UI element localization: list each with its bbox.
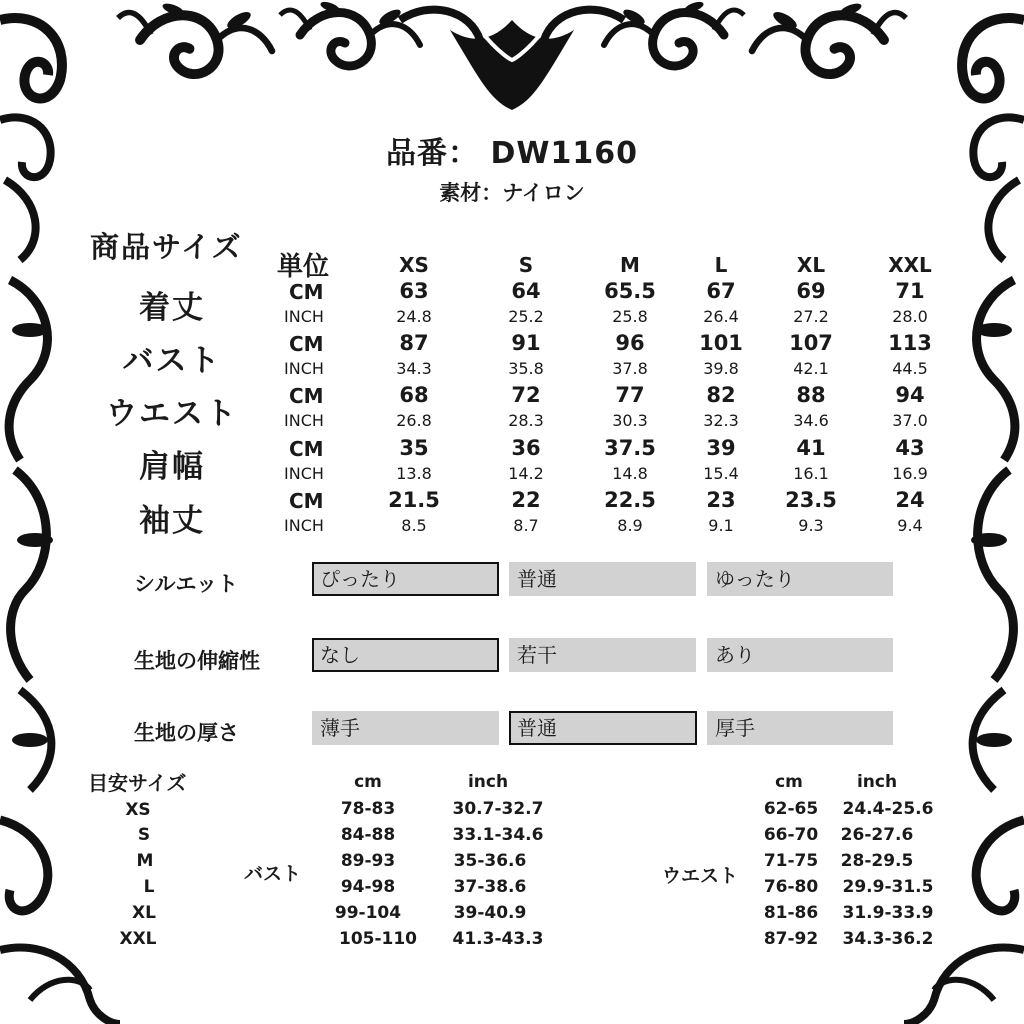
cm-value: 21.5 (388, 488, 440, 512)
unit-inch-label: INCH (284, 359, 324, 378)
cm-value: 64 (511, 279, 541, 303)
size-header: XL (796, 253, 826, 277)
attribute-label: 生地の厚さ (134, 721, 239, 745)
unit-cm-label: CM (289, 280, 324, 304)
inch-value: 37.0 (892, 411, 928, 430)
cm-value: 23 (706, 488, 736, 512)
inch-value: 9.3 (798, 516, 824, 535)
guide-col-inch: inch (856, 772, 898, 792)
guide-value: 84-88 (340, 825, 396, 845)
guide-size: XXL (119, 929, 157, 949)
cm-value: 72 (511, 383, 541, 407)
cm-value: 113 (888, 331, 932, 355)
cm-value: 69 (796, 279, 826, 303)
guide-value: 71-75 (763, 851, 819, 871)
inch-value: 24.8 (396, 307, 432, 326)
inch-value: 25.2 (508, 307, 544, 326)
guide-col-cm: cm (354, 772, 382, 792)
guide-value: 28-29.5 (840, 851, 914, 871)
guide-col-cm: cm (775, 772, 803, 792)
inch-value: 8.7 (513, 516, 539, 535)
inch-value: 9.4 (897, 516, 923, 535)
inch-value: 25.8 (612, 307, 648, 326)
cm-value: 96 (615, 331, 645, 355)
guide-value: 37-38.6 (453, 877, 527, 897)
unit-cm-label: CM (289, 384, 324, 408)
option: ゆったり (707, 562, 893, 596)
inch-value: 30.3 (612, 411, 648, 430)
row-label: 袖丈 (139, 503, 205, 539)
cm-value: 35 (399, 436, 429, 460)
inch-value: 39.8 (703, 359, 739, 378)
guide-value: 24.4-25.6 (842, 799, 934, 819)
cm-value: 22 (511, 488, 541, 512)
inch-value: 8.9 (617, 516, 643, 535)
size-table-title: 商品サイズ (90, 230, 243, 264)
guide-value: 30.7-32.7 (452, 799, 544, 819)
cm-value: 23.5 (785, 488, 837, 512)
cm-value: 68 (399, 383, 429, 407)
top-ornament (118, 0, 906, 110)
size-header: M (620, 253, 640, 277)
guide-value: 34.3-36.2 (842, 929, 934, 949)
bottom-left-corner-ornament (0, 820, 120, 1024)
guide-value: 62-65 (763, 799, 819, 819)
cm-value: 94 (895, 383, 925, 407)
inch-value: 16.1 (793, 464, 829, 483)
cm-value: 88 (796, 383, 826, 407)
inch-value: 37.8 (612, 359, 648, 378)
guide-value: 29.9-31.5 (842, 877, 934, 897)
row-label: 肩幅 (139, 449, 205, 485)
unit-inch-label: INCH (284, 411, 324, 430)
inch-value: 32.3 (703, 411, 739, 430)
inch-value: 14.8 (612, 464, 648, 483)
size-header: L (714, 253, 728, 277)
guide-value: 33.1-34.6 (452, 825, 544, 845)
cm-value: 22.5 (604, 488, 656, 512)
guide-size: S (137, 825, 151, 845)
size-header: XS (399, 253, 429, 277)
inch-value: 42.1 (793, 359, 829, 378)
inch-value: 34.6 (793, 411, 829, 430)
unit-cm-label: CM (289, 437, 324, 461)
guide-value: 105-110 (338, 929, 418, 949)
material-label: 素材：ナイロン (439, 181, 585, 205)
size-guide-title: 目安サイズ (88, 771, 187, 795)
attribute-label: 生地の伸縮性 (134, 649, 260, 673)
cm-value: 67 (706, 279, 736, 303)
unit-inch-label: INCH (284, 516, 324, 535)
cm-value: 91 (511, 331, 541, 355)
cm-value: 65.5 (604, 279, 656, 303)
guide-value: 31.9-33.9 (842, 903, 934, 923)
guide-value: 89-93 (340, 851, 396, 871)
guide-value: 39-40.9 (453, 903, 527, 923)
inch-value: 16.9 (892, 464, 928, 483)
inch-value: 27.2 (793, 307, 829, 326)
guide-value: 94-98 (340, 877, 396, 897)
guide-value: 66-70 (763, 825, 819, 845)
option-selected: ぴったり (312, 562, 499, 596)
cm-value: 77 (615, 383, 645, 407)
guide-value: 87-92 (763, 929, 819, 949)
option: 厚手 (707, 711, 893, 745)
unit-header: 単位 (277, 252, 330, 282)
guide-value: 81-86 (763, 903, 819, 923)
cm-value: 71 (895, 279, 925, 303)
option: 薄手 (312, 711, 499, 745)
guide-value: 41.3-43.3 (452, 929, 544, 949)
guide-value: 35-36.6 (453, 851, 527, 871)
guide-value: 26-27.6 (840, 825, 914, 845)
guide-col-inch: inch (467, 772, 509, 792)
attribute-label: シルエット (134, 572, 239, 596)
cm-value: 43 (895, 436, 925, 460)
left-side-ornament (9, 280, 53, 790)
option: 普通 (509, 562, 696, 596)
option-selected: 普通 (509, 711, 697, 745)
guide-label: バスト (244, 863, 302, 885)
cm-value: 101 (699, 331, 743, 355)
size-header: XXL (888, 253, 932, 277)
inch-value: 28.3 (508, 411, 544, 430)
inch-value: 34.3 (396, 359, 432, 378)
row-label: バスト (122, 343, 222, 379)
cm-value: 39 (706, 436, 736, 460)
cm-value: 41 (796, 436, 826, 460)
inch-value: 13.8 (396, 464, 432, 483)
guide-value: 76-80 (763, 877, 819, 897)
inch-value: 44.5 (892, 359, 928, 378)
inch-value: 14.2 (508, 464, 544, 483)
cm-value: 82 (706, 383, 736, 407)
row-label: ウエスト (106, 396, 238, 432)
unit-inch-label: INCH (284, 307, 324, 326)
cm-value: 24 (895, 488, 925, 512)
option-selected: なし (312, 638, 499, 672)
unit-cm-label: CM (289, 332, 324, 356)
guide-size: XL (132, 903, 156, 923)
cm-value: 37.5 (604, 436, 656, 460)
inch-value: 26.8 (396, 411, 432, 430)
cm-value: 87 (399, 331, 429, 355)
product-number: 品番： DW1160 (386, 136, 638, 171)
size-header: S (518, 253, 534, 277)
inch-value: 15.4 (703, 464, 739, 483)
guide-size: XS (125, 800, 151, 820)
cm-value: 63 (399, 279, 429, 303)
right-side-ornament (971, 280, 1015, 790)
guide-size: M (136, 851, 154, 871)
unit-cm-label: CM (289, 489, 324, 513)
cm-value: 36 (511, 436, 541, 460)
option: あり (707, 638, 893, 672)
inch-value: 28.0 (892, 307, 928, 326)
unit-inch-label: INCH (284, 464, 324, 483)
cm-value: 107 (789, 331, 833, 355)
guide-size: L (143, 877, 155, 897)
inch-value: 26.4 (703, 307, 739, 326)
row-label: 着丈 (139, 290, 205, 326)
guide-label: ウエスト (662, 865, 739, 887)
inch-value: 8.5 (401, 516, 427, 535)
guide-value: 78-83 (340, 799, 396, 819)
guide-value: 99-104 (334, 903, 402, 923)
option: 若干 (509, 638, 696, 672)
inch-value: 35.8 (508, 359, 544, 378)
inch-value: 9.1 (708, 516, 734, 535)
